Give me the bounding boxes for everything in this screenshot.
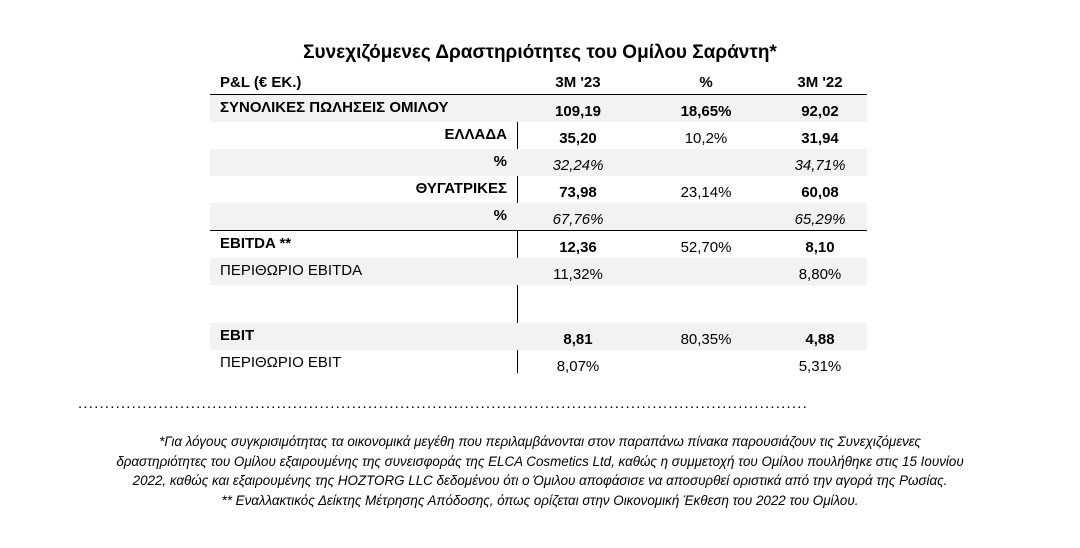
footnote-line: δραστηριότητες του Ομίλου εξαιρουμένης της συνεισφοράς της ELCA Cosmetics Ltd, καθώς η συμμετοχή του Ομίλου πουλήθηκε στις 15 Ιουνίου [116, 453, 964, 469]
pl-table [210, 70, 867, 377]
value-pct: 10,2% [684, 130, 728, 147]
header-label: P&L (€ ΕΚ.) [220, 74, 302, 91]
row-total-sales [210, 95, 867, 122]
header-3m22: 3M '22 [797, 74, 843, 91]
value-3m23: 11,32% [553, 266, 603, 283]
row-ebit-margin [210, 350, 867, 377]
row-label: % [493, 153, 507, 170]
value-3m23: 32,24% [552, 157, 604, 174]
header-3m23: 3M '23 [555, 74, 601, 91]
row-label: % [493, 207, 507, 224]
table-title: Συνεχιζόμενες Δραστηριότητες του Ομίλου Σαράντη* [303, 42, 777, 63]
value-3m22: 31,94 [801, 130, 839, 147]
value-pct: 52,70% [680, 239, 732, 256]
value-3m22: 4,88 [805, 331, 835, 348]
value-3m23: 8,81 [563, 331, 593, 348]
value-3m22: 8,10 [805, 239, 835, 256]
value-3m22: 8,80% [798, 266, 842, 283]
footnote-line: ** Εναλλακτικός Δείκτης Μέτρησης Απόδοσης, όπως ορίζεται στην Οικονομική Έκθεση του 2022 του Ομίλου. [221, 492, 859, 508]
row-label: ΠΕΡΙΘΩΡΙΟ EBIT [220, 354, 342, 371]
row-label: EBIT [220, 327, 255, 344]
footnote [40, 432, 1040, 510]
value-3m23: 109,19 [555, 103, 601, 120]
value-3m23: 67,76% [552, 211, 604, 228]
value-pct: 18,65% [680, 103, 732, 120]
row-label: EBITDA ** [220, 235, 292, 252]
value-pct: 80,35% [680, 331, 732, 348]
value-3m23: 35,20 [559, 130, 597, 147]
value-3m22: 65,29% [794, 211, 846, 228]
value-3m22: 5,31% [798, 358, 842, 375]
value-3m23: 73,98 [559, 184, 597, 201]
row-label: ΠΕΡΙΘΩΡΙΟ EBITDA [220, 262, 363, 279]
dotted-separator: ........................................................................................................................................ [78, 395, 808, 412]
value-pct: 23,14% [680, 184, 732, 201]
header-pct: % [699, 74, 713, 91]
row-greece [210, 122, 867, 149]
row-ebitda-margin [210, 258, 867, 285]
row-greece-pct [210, 149, 867, 176]
row-subsidiaries-pct [210, 203, 867, 230]
row-label: ΕΛΛΑΔΑ [444, 126, 507, 143]
value-3m23: 8,07% [556, 358, 600, 375]
value-3m22: 92,02 [801, 103, 839, 120]
row-subsidiaries [210, 176, 867, 203]
row-spacer [210, 285, 867, 323]
table-header [210, 70, 867, 95]
row-label: ΣΥΝΟΛΙΚΕΣ ΠΩΛΗΣΕΙΣ ΟΜΙΛΟΥ [220, 99, 449, 116]
row-ebit [210, 323, 867, 350]
value-3m22: 34,71% [794, 157, 846, 174]
value-3m22: 60,08 [801, 184, 839, 201]
row-ebitda [210, 230, 867, 258]
value-3m23: 12,36 [559, 239, 597, 256]
footnote-line: 2022, καθώς και εξαιρουμένης της HOZTORG LLC δεδομένου ότι ο Όμιλου αποφάσισε να αποσυρθεί οριστικά από την αγορά της Ρωσίας. [132, 473, 948, 488]
footnote-line: *Για λόγους συγκρισιμότητας τα οικονομικά μεγέθη που περιλαμβάνονται στον παραπάνω πίνακα παρουσιάζουν τις Συνεχιζόμενες [159, 434, 921, 449]
row-label: ΘΥΓΑΤΡΙΚΕΣ [415, 180, 507, 197]
